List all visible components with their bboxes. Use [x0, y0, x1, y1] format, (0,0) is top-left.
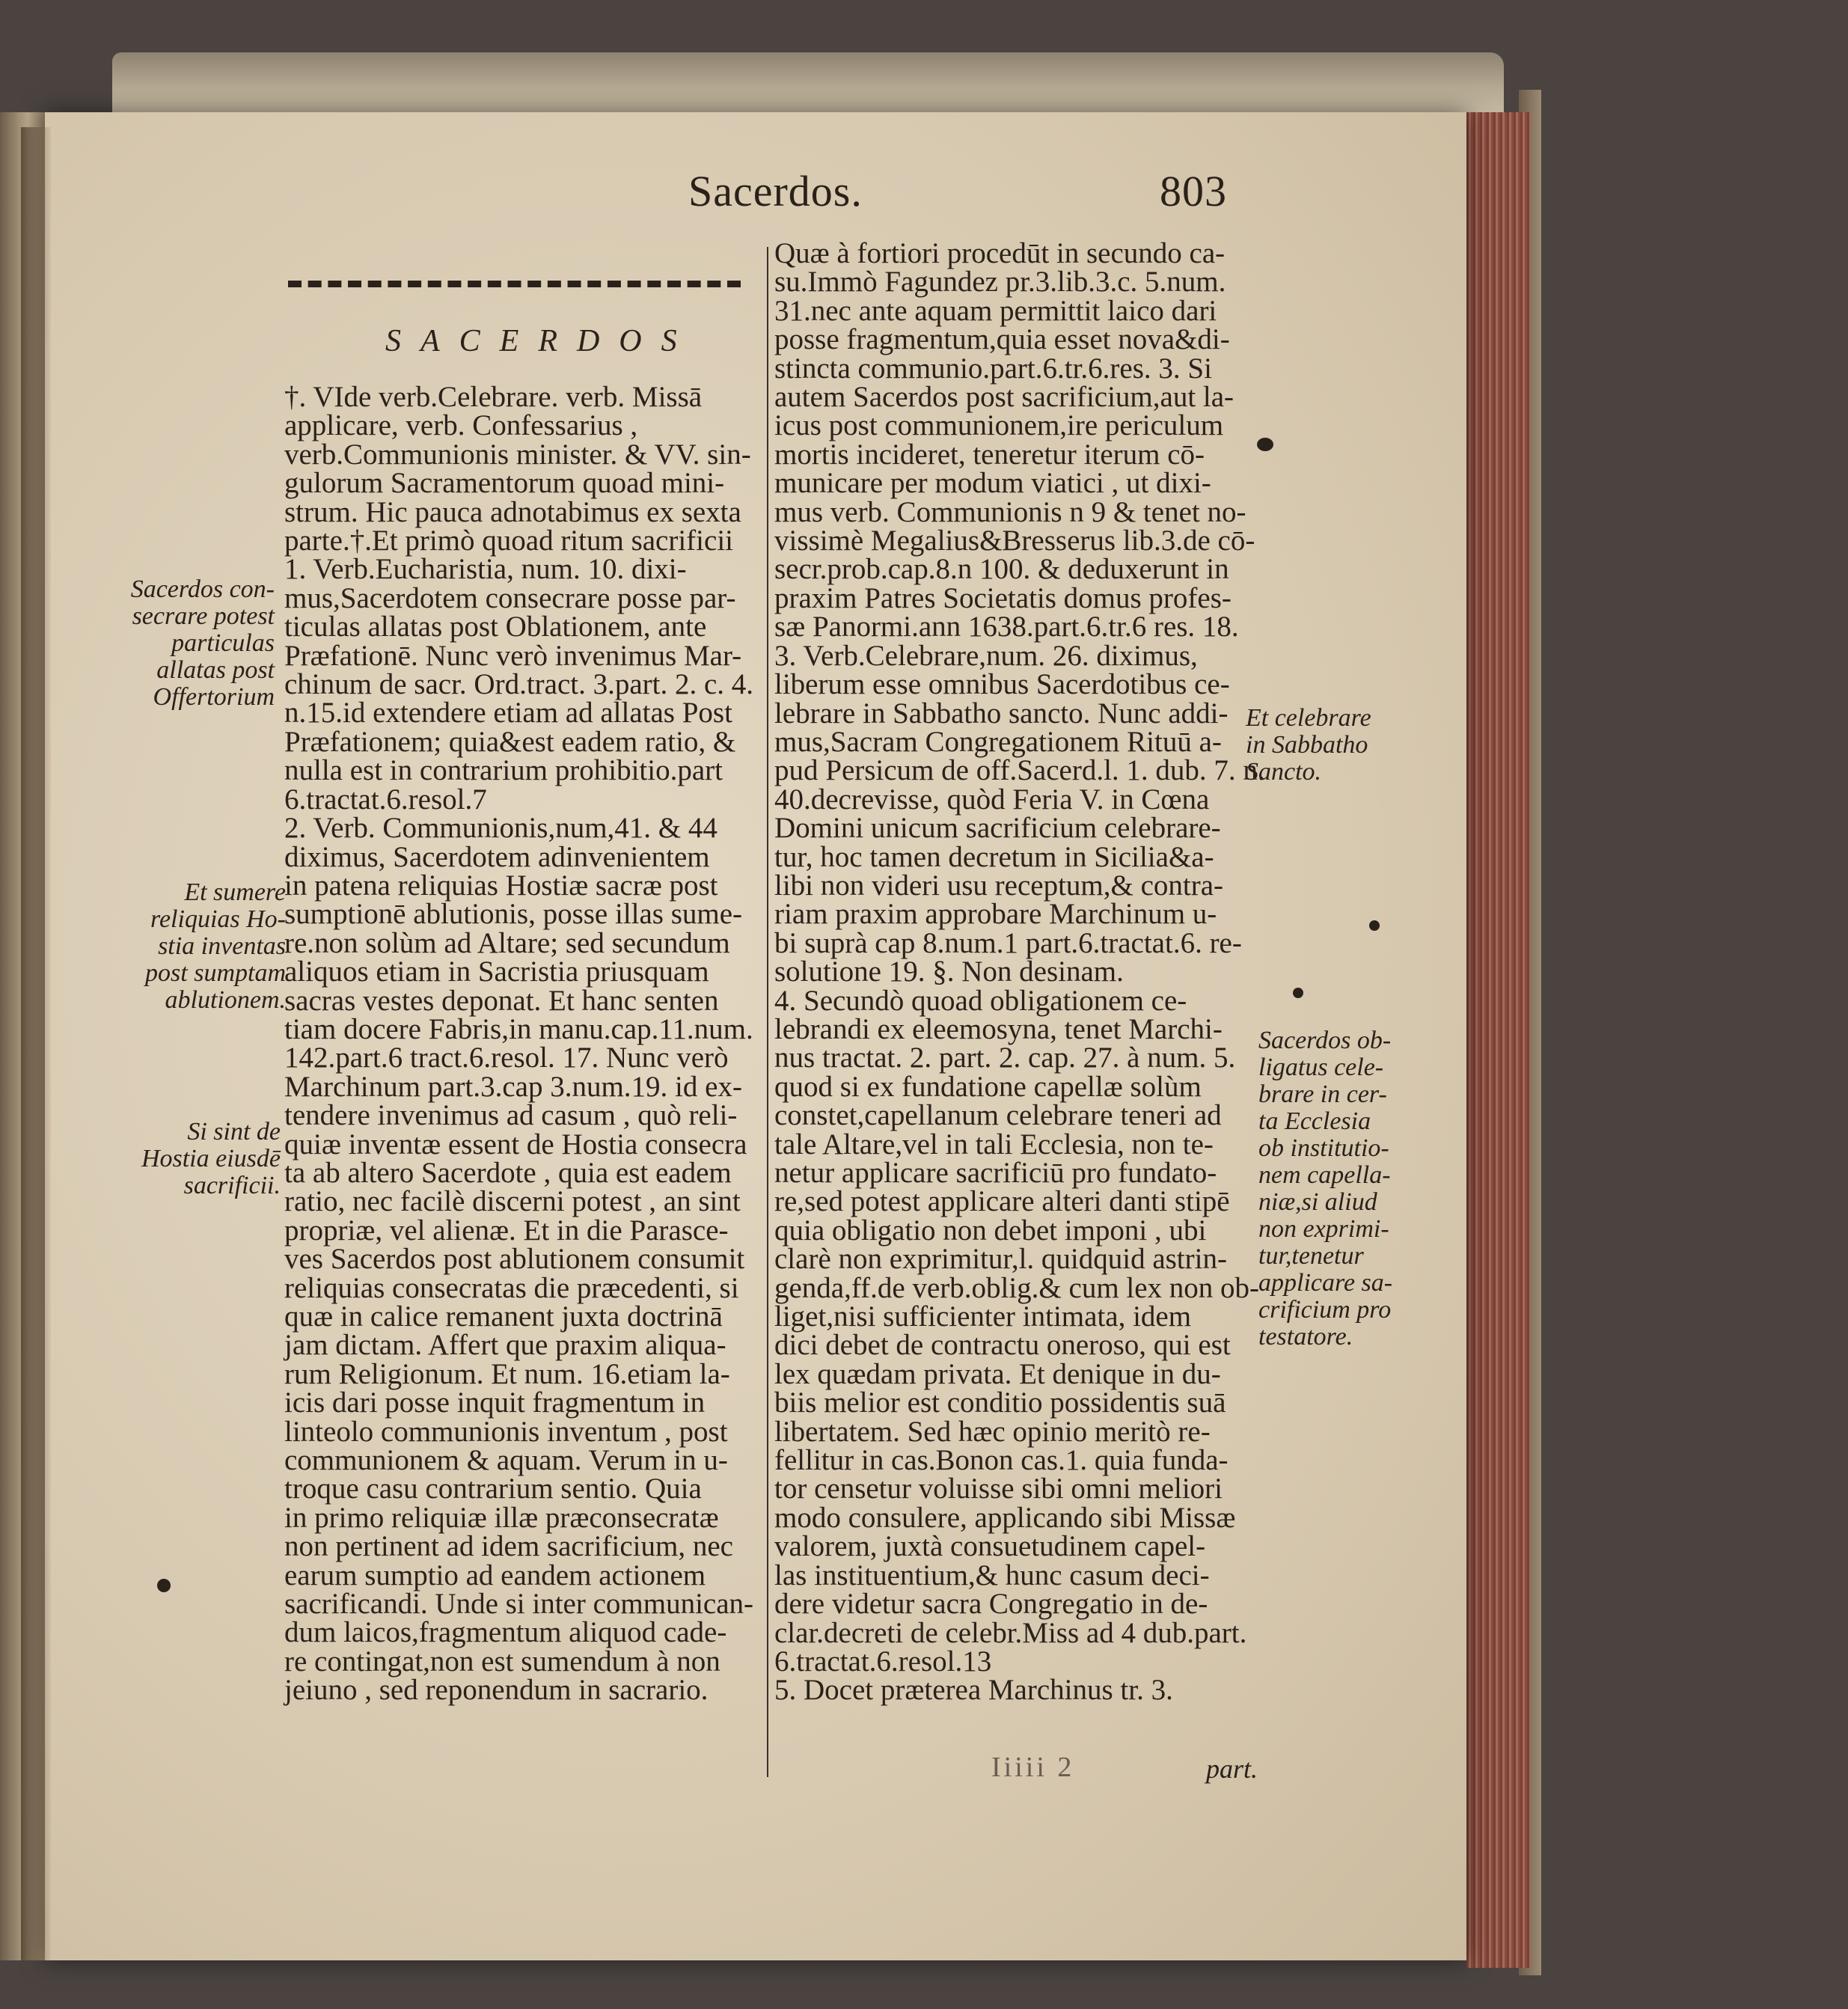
text-line: sæ Panormi.ann 1638.part.6.tr.6 res. 18. [774, 611, 1239, 643]
text-line: re,sed potest applicare alteri danti stipē [774, 1185, 1230, 1218]
text-line: libertatem. Sed hæc opinio meritò re- [774, 1415, 1211, 1448]
text-line: sacrificandi. Unde si inter communican- [284, 1588, 754, 1621]
text-line: sumptionē ablutionis, posse illas sume- [284, 898, 743, 931]
text-line: Quæ à fortiori procedūt in secundo ca- [774, 237, 1226, 269]
text-line: lex quædam privata. Et denique in du- [774, 1357, 1221, 1390]
text-line: las instituentium,& hunc casum deci- [774, 1559, 1210, 1591]
text-line: clar.decreti de celebr.Miss ad 4 dub.part. [774, 1616, 1247, 1649]
text-line: 31.nec ante aquam permittit laico dari [774, 294, 1217, 327]
text-line: Præfationē. Nunc verò invenimus Mar- [284, 639, 742, 672]
text-line: municare per modum viatici , ut dixi- [774, 467, 1211, 500]
running-title: Sacerdos. [688, 167, 863, 215]
margin-note-right-2: Sacerdos ob- ligatus cele- brare in cer- ta Ecclesia ob institutio- nem capella- niæ,si aliud non exprimi- tur,tenetur applicare sa- crificium pro testatore. [1258, 1027, 1393, 1351]
text-line: su.Immò Fagundez pr.3.lib.3.c. 5.num. [774, 266, 1226, 299]
text-line: posse fragmentum,quia esset nova&di- [774, 323, 1230, 356]
margin-note-left-3: Si sint de Hostia eiusdē sacrificii. [141, 1118, 281, 1199]
text-line: solutione 19. §. Non desinam. [774, 955, 1124, 988]
text-line: 6.tractat.6.resol.13 [774, 1645, 992, 1678]
text-line: n.15.id extendere etiam ad allatas Post [284, 697, 732, 730]
text-line: constet,capellanum celebrare teneri ad [774, 1099, 1222, 1132]
text-line: quia obligatio non debet imponi , ubi [774, 1214, 1207, 1247]
text-line: in patena reliquias Hostiæ sacræ post [284, 869, 718, 902]
text-line: mus,Sacerdotem consecrare posse par- [284, 581, 736, 614]
text-line: 6.tractat.6.resol.7 [284, 783, 487, 816]
ink-spot [157, 1579, 171, 1592]
text-line: ratio, nec facilè discerni potest , an sint [284, 1185, 741, 1218]
text-line: liberum esse omnibus Sacerdotibus ce- [774, 668, 1230, 701]
text-line: liget,nisi sufficienter intimata, idem [774, 1300, 1192, 1333]
text-line: jeiuno , sed reponendum in sacrario. [284, 1674, 709, 1707]
text-line: earum sumptio ad eandem actionem [284, 1559, 706, 1591]
text-line: clarè non exprimitur,l. quidquid astrin- [774, 1243, 1227, 1276]
section-heading: SACERDOS [385, 324, 697, 358]
text-line: modo consulere, applicando sibi Missæ [774, 1501, 1236, 1534]
text-line: rum Religionum. Et num. 16.etiam la- [284, 1357, 730, 1390]
column-divider [767, 247, 768, 1777]
text-line: verb.Communionis minister. & VV. sin- [284, 438, 751, 471]
text-line: dum laicos,fragmentum aliquod cade- [284, 1616, 727, 1649]
text-line: quæ in calice remanent juxta doctrinā [284, 1300, 723, 1333]
text-line: diximus, Sacerdotem adinvenientem [284, 840, 710, 873]
text-line: stincta communio.part.6.tr.6.res. 3. Si [774, 352, 1212, 385]
text-line: lebrandi ex eleemosyna, tenet Marchi- [774, 1012, 1223, 1045]
text-line: 40.decrevisse, quòd Feria V. in Cœna [774, 783, 1210, 816]
signature-mark: Iiiii 2 [991, 1752, 1075, 1783]
text-line: re contingat,non est sumendum à non [284, 1645, 720, 1678]
text-line: parte.†.Et primò quoad ritum sacrificii [284, 525, 733, 557]
text-line: Domini unicum sacrificium celebrare- [774, 812, 1221, 845]
text-line: troque casu contrarium sentio. Quia [284, 1473, 702, 1505]
text-line: mus,Sacram Congregationem Rituū a- [774, 725, 1222, 758]
text-line: nulla est in contrarium prohibitio.part [284, 754, 723, 787]
text-line: in primo reliquiæ illæ præconsecratæ [284, 1501, 719, 1534]
text-line: quiæ inventæ essent de Hostia consecra [284, 1128, 747, 1161]
text-line: chinum de sacr. Ord.tract. 3.part. 2. c. 4. [284, 668, 754, 701]
text-line: praxim Patres Societatis domus profes- [774, 581, 1232, 614]
text-line: propriæ, vel alienæ. Et in die Parasce- [284, 1214, 729, 1247]
text-line: tale Altare,vel in tali Ecclesia, non te- [774, 1128, 1214, 1161]
text-line: sacras vestes deponat. Et hanc senten [284, 984, 719, 1017]
text-line: Præfationem; quia&est eadem ratio, & [284, 725, 736, 758]
ink-spot [1257, 438, 1273, 451]
page-fore-edge [1466, 112, 1530, 1968]
text-line: pud Persicum de off.Sacerd.l. 1. dub. 7. n. [774, 754, 1265, 787]
text-line: netur applicare sacrificiū pro fundato- [774, 1157, 1217, 1189]
text-line: tor censetur voluisse sibi omni meliori [774, 1473, 1223, 1505]
text-line: mortis incideret, teneretur iterum cō- [774, 438, 1205, 471]
text-line: communionem & aquam. Verum in u- [284, 1444, 728, 1477]
text-line: riam praxim approbare Marchinum u- [774, 898, 1217, 931]
text-line: nus tractat. 2. part. 2. cap. 27. à num. 5. [774, 1042, 1236, 1074]
text-line: tur, hoc tamen decretum in Sicilia&a- [774, 840, 1214, 873]
text-line: libi non videri usu receptum,& contra- [774, 869, 1224, 902]
text-line: mus verb. Communionis n 9 & tenet no- [774, 495, 1246, 528]
text-line: re.non solùm ad Altare; sed secundum [284, 926, 730, 959]
ink-spot [1369, 920, 1380, 931]
text-line: autem Sacerdos post sacrificium,aut la- [774, 381, 1234, 414]
ornamental-rule [288, 281, 741, 287]
text-line: dere videtur sacra Congregatio in de- [774, 1588, 1208, 1621]
text-line: 142.part.6 tract.6.resol. 17. Nunc verò [284, 1042, 729, 1074]
text-line: strum. Hic pauca adnotabimus ex sexta [284, 495, 741, 528]
text-line: quod si ex fundatione capellæ solùm [774, 1070, 1202, 1103]
text-line: ta ab altero Sacerdote , quia est eadem [284, 1156, 732, 1189]
text-line: 5. Docet præterea Marchinus tr. 3. [774, 1674, 1173, 1707]
text-line: secr.prob.cap.8.n 100. & deduxerunt in [774, 553, 1229, 586]
text-line: applicare, verb. Confessarius , [284, 409, 638, 442]
catchword: part. [1206, 1754, 1258, 1784]
text-line: jam dictam. Affert que praxim aliqua- [284, 1329, 726, 1362]
text-line: gulorum Sacramentorum quoad mini- [284, 467, 725, 500]
page-number: 803 [1160, 167, 1227, 215]
page-gutter [21, 127, 51, 1960]
text-line: 1. Verb.Eucharistia, num. 10. dixi- [284, 553, 687, 586]
text-line: linteolo communionis inventum , post [284, 1415, 728, 1448]
text-column-left [284, 383, 778, 1705]
text-line: tendere invenimus ad casum , quò reli- [284, 1099, 738, 1132]
text-line: aliquos etiam in Sacristia priusquam [284, 955, 709, 988]
text-line: 4. Secundò quoad obligationem ce- [774, 984, 1187, 1017]
text-line: biis melior est conditio possidentis suā [774, 1386, 1226, 1419]
text-line: 3. Verb.Celebrare,num. 26. diximus, [774, 639, 1198, 672]
running-header [688, 166, 1227, 226]
text-line: bi suprà cap 8.num.1 part.6.tractat.6. re- [774, 926, 1242, 959]
text-line: dici debet de contractu oneroso, qui est [774, 1329, 1231, 1362]
text-line: Marchinum part.3.cap 3.num.19. id ex- [284, 1070, 742, 1103]
text-line: icis dari posse inquit fragmentum in [284, 1386, 706, 1419]
text-line: lebrare in Sabbatho sancto. Nunc addi- [774, 697, 1229, 730]
text-line: ves Sacerdos post ablutionem consumit [284, 1243, 745, 1276]
text-line: fellitur in cas.Bonon cas.1. quia funda- [774, 1444, 1229, 1477]
text-column-right [774, 239, 1268, 1705]
ink-spot [1293, 988, 1303, 998]
text-line: valorem, juxtà consuetudinem capel- [774, 1530, 1206, 1563]
text-line: vissimè Megalius&Bresserus lib.3.de cō- [774, 525, 1255, 557]
text-line: ticulas allatas post Oblationem, ante [284, 611, 707, 643]
text-line: non pertinent ad idem sacrificium, nec [284, 1530, 733, 1563]
text-line: reliquias consecratas die præcedenti, si [284, 1271, 739, 1304]
text-line: genda,ff.de verb.oblig.& cum lex non ob- [774, 1271, 1260, 1304]
margin-note-left-2: Et sumere reliquias Ho- stia inventas post sumptam ablutionem. [145, 878, 286, 1014]
text-line: †. VIde verb.Celebrare. verb. Missā [284, 381, 703, 413]
text-line: icus post communionem,ire periculum [774, 409, 1224, 442]
margin-note-left-1: Sacerdos con- secrare potest particulas allatas post Offertorium [130, 575, 275, 711]
text-line: tiam docere Fabris,in manu.cap.11.num. [284, 1012, 753, 1045]
text-line: 2. Verb. Communionis,num,41. & 44 [284, 812, 718, 845]
margin-note-right-1: Et celebrare in Sabbatho Sancto. [1246, 704, 1371, 786]
